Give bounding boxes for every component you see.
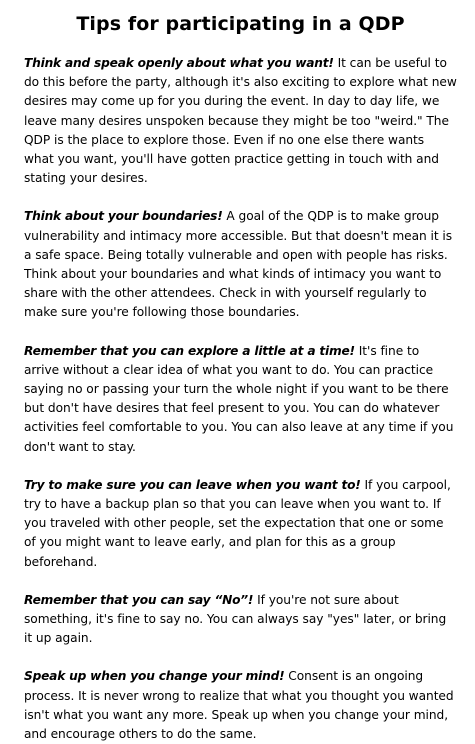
tip-body: It's fine to arrive without a clear idea of what you want to do. You can practice saying no or passing your turn the whole night if you want to be there but don't have desires that feel present to you. You can do whatever activities feel comfortable to you. You can also leave at any time if you don't want to stay.: [24, 343, 454, 454]
tip-body: A goal of the QDP is to make group vulnerability and intimacy more accessible. But that doesn't mean it is a safe space. Being totally vulnerable and open with people has risks. Think about your boundaries and what kinds of intimacy you want to share with the other attendees. Check in with yourself regularly to make sure you're following those boundaries.: [24, 209, 453, 320]
tip-leave-when-you-want: [24, 476, 457, 572]
tip-change-your-mind: [24, 667, 457, 744]
tip-heading: Think and speak openly about what you want!: [24, 56, 334, 70]
tip-explore-slowly: [24, 342, 457, 457]
tip-say-no: [24, 591, 457, 649]
tip-body: If you carpool, try to have a backup plan so that you can leave when you want to. If you traveled with other people, set the expectation that one or some of you might want to leave early, and plan for this as a group beforehand.: [24, 477, 451, 569]
tip-body: If you're not sure about something, it's fine to say no. You can always say "yes" later, or bring it up again.: [24, 592, 447, 646]
tip-heading: Remember that you can explore a little at a time!: [24, 343, 355, 358]
tip-heading: Try to make sure you can leave when you want to!: [24, 477, 361, 492]
tip-heading: Think about your boundaries!: [24, 209, 223, 224]
tip-body: It can be useful to do this before the party, although it's also exciting to explore what new desires may come up for you during the event. In day to day life, we leave many desires unspoken because they might be too "weird." The QDP is the place to explore those. Even if no one else there wants what you want, you'll have gotten practice getting in touch with and stating your desires.: [24, 56, 457, 186]
tip-boundaries: [24, 207, 457, 322]
tip-body: Consent is an ongoing process. It is never wrong to realize that what you thought you wanted isn't what you want any more. Speak up when you change your mind, and encourage others to do the same.: [24, 669, 454, 742]
tip-heading: Speak up when you change your mind!: [24, 669, 285, 684]
tip-speak-openly: [24, 54, 457, 188]
tip-heading: Remember that you can say “No”!: [24, 592, 254, 607]
page-title: Tips for participating in a QDP: [76, 13, 405, 35]
